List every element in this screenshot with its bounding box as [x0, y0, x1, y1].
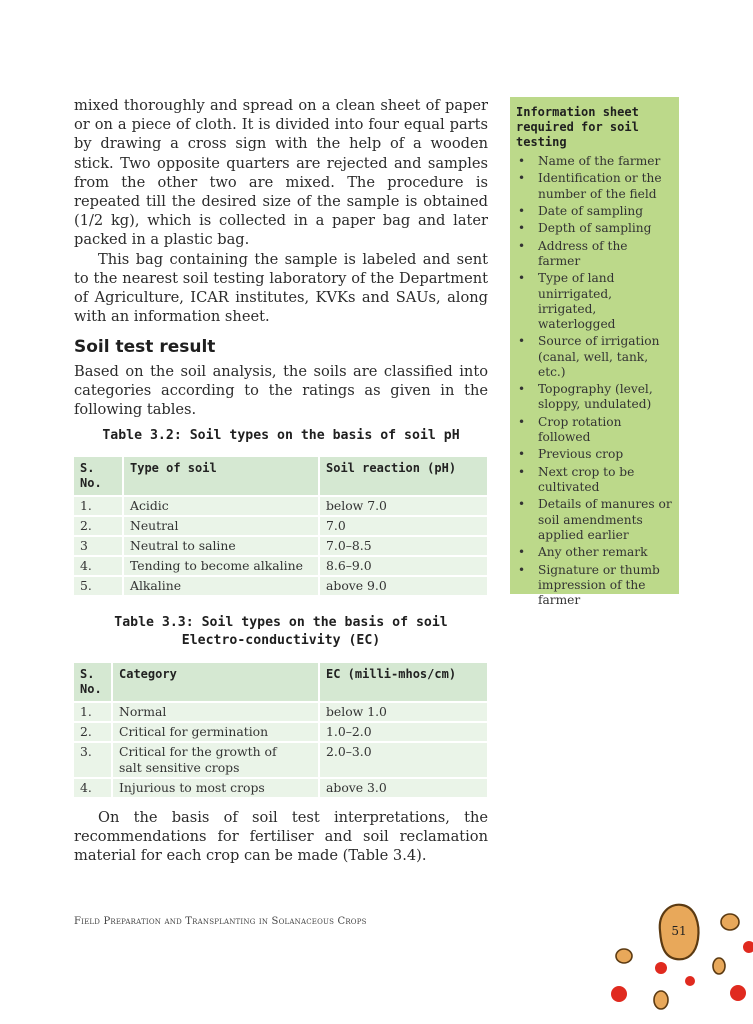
cell-category: Critical for germination	[111, 723, 318, 741]
list-item: • Any other remark	[516, 545, 673, 560]
header-sno: S. No.	[74, 663, 111, 701]
header-soil-reaction: Soil reaction (pH)	[318, 457, 487, 495]
cell-sno: 2.	[74, 723, 111, 741]
table-header-row	[74, 457, 487, 495]
table-ec-caption-line1: Table 3.3: Soil types on the basis of soil	[114, 615, 448, 630]
table-row	[74, 517, 487, 535]
table-row	[74, 779, 487, 797]
table-ph-caption: Table 3.2: Soil types on the basis of soil pH	[102, 428, 460, 443]
sidebar-list	[516, 154, 673, 608]
cell-ec: 2.0–3.0	[318, 743, 487, 777]
cell-sno: 4.	[74, 557, 122, 575]
cell-sno: 3.	[74, 743, 111, 777]
cell-type: Acidic	[122, 497, 318, 515]
list-item: • Name of the farmer	[516, 154, 673, 169]
page-number: 51	[671, 924, 687, 938]
intro-paragraph-2: This bag containing the sample is labeled and sent to the nearest soil testing laboratory of the Department of Agriculture, ICAR institutes, KVKs and SAUs, along with an information sheet.	[74, 250, 488, 326]
list-item: • Source of irrigation (canal, well, tank, etc.)	[516, 334, 673, 380]
list-item: • Details of manures or soil amendments applied earlier	[516, 497, 673, 543]
sidebar-title: Information sheet required for soil testing	[516, 105, 639, 149]
list-item: • Next crop to be cultivated	[516, 465, 673, 495]
cell-ec: above 3.0	[318, 779, 487, 797]
table-row	[74, 703, 487, 721]
list-item: • Type of land unirrigated, irrigated, waterlogged	[516, 271, 673, 332]
cell-ec: below 1.0	[318, 703, 487, 721]
cell-sno: 1.	[74, 703, 111, 721]
list-item: • Identification or the number of the field	[516, 171, 673, 201]
potato-icon	[713, 958, 725, 974]
cell-ph: below 7.0	[318, 497, 487, 515]
intro-text	[74, 96, 488, 326]
table-ec-caption	[74, 614, 488, 650]
table-row	[74, 723, 487, 741]
cell-sno: 3	[74, 537, 122, 555]
header-sno: S. No.	[74, 457, 122, 495]
running-footer: Field Preparation and Transplanting in Solanaceous Crops	[74, 916, 367, 927]
tomato-icon	[685, 976, 695, 986]
intro-paragraph-1: mixed thoroughly and spread on a clean sheet of paper or on a piece of cloth. It is divided into four equal parts by drawing a cross sign with the help of a wooden stick. Two opposite quarters are rejected and samples from the other two are mixed. The procedure is repeated till the desired size of the sample is obtained (1/2 kg), which is collected in a paper bag and later packed in a plastic bag.	[74, 97, 488, 249]
page-number-potato-icon	[660, 905, 699, 960]
table-row	[74, 743, 487, 777]
cell-ph: 8.6–9.0	[318, 557, 487, 575]
cell-type: Neutral	[122, 517, 318, 535]
section-body	[74, 362, 488, 420]
cell-category: Critical for the growth of salt sensitive crops	[111, 743, 318, 777]
table-ec	[74, 661, 487, 799]
section-heading: Soil test result	[74, 337, 216, 357]
table-row	[74, 537, 487, 555]
tomato-icon	[743, 941, 753, 953]
cell-sno: 1.	[74, 497, 122, 515]
tomato-icon	[655, 962, 667, 974]
cell-sno: 4.	[74, 779, 111, 797]
info-sheet-sidebar	[510, 97, 679, 607]
cell-type: Neutral to saline	[122, 537, 318, 555]
list-item: • Previous crop	[516, 447, 673, 462]
cell-ph: 7.0–8.5	[318, 537, 487, 555]
closing-paragraph: On the basis of soil test interpretations, the recommendations for fertiliser and soil reclamation material for each crop can be made (Table 3.4).	[74, 809, 488, 865]
cell-sno: 5.	[74, 577, 122, 595]
header-category: Category	[111, 663, 318, 701]
cell-category: Injurious to most crops	[111, 779, 318, 797]
tomato-icon	[611, 986, 627, 1002]
table-header-row	[74, 663, 487, 701]
cell-type: Tending to become alkaline	[122, 557, 318, 575]
cell-category: Normal	[111, 703, 318, 721]
list-item: • Date of sampling	[516, 204, 673, 219]
section-paragraph: Based on the soil analysis, the soils are classified into categories according to the ratings as given in the following tables.	[74, 363, 488, 419]
cell-type: Alkaline	[122, 577, 318, 595]
cell-ph: 7.0	[318, 517, 487, 535]
header-ec: EC (milli-mhos/cm)	[318, 663, 487, 701]
tomato-icon	[730, 985, 746, 1001]
potato-icon	[721, 914, 739, 930]
potato-icon	[654, 991, 668, 1009]
list-item: • Crop rotation followed	[516, 415, 673, 445]
list-item: • Topography (level, sloppy, undulated)	[516, 382, 673, 412]
cell-ph: above 9.0	[318, 577, 487, 595]
header-type-of-soil: Type of soil	[122, 457, 318, 495]
table-row	[74, 577, 487, 595]
cell-ec: 1.0–2.0	[318, 723, 487, 741]
list-item: • Signature or thumb impression of the farmer	[516, 563, 673, 609]
cell-sno: 2.	[74, 517, 122, 535]
potato-icon	[616, 949, 632, 963]
table-row	[74, 497, 487, 515]
table-ec-caption-line2: Electro-conductivity (EC)	[181, 633, 381, 648]
list-item: • Depth of sampling	[516, 221, 673, 236]
list-item: • Address of the farmer	[516, 239, 673, 269]
closing-text	[74, 808, 488, 866]
table-row	[74, 557, 487, 575]
table-ph	[74, 455, 487, 597]
vegetable-decoration	[600, 895, 753, 1024]
